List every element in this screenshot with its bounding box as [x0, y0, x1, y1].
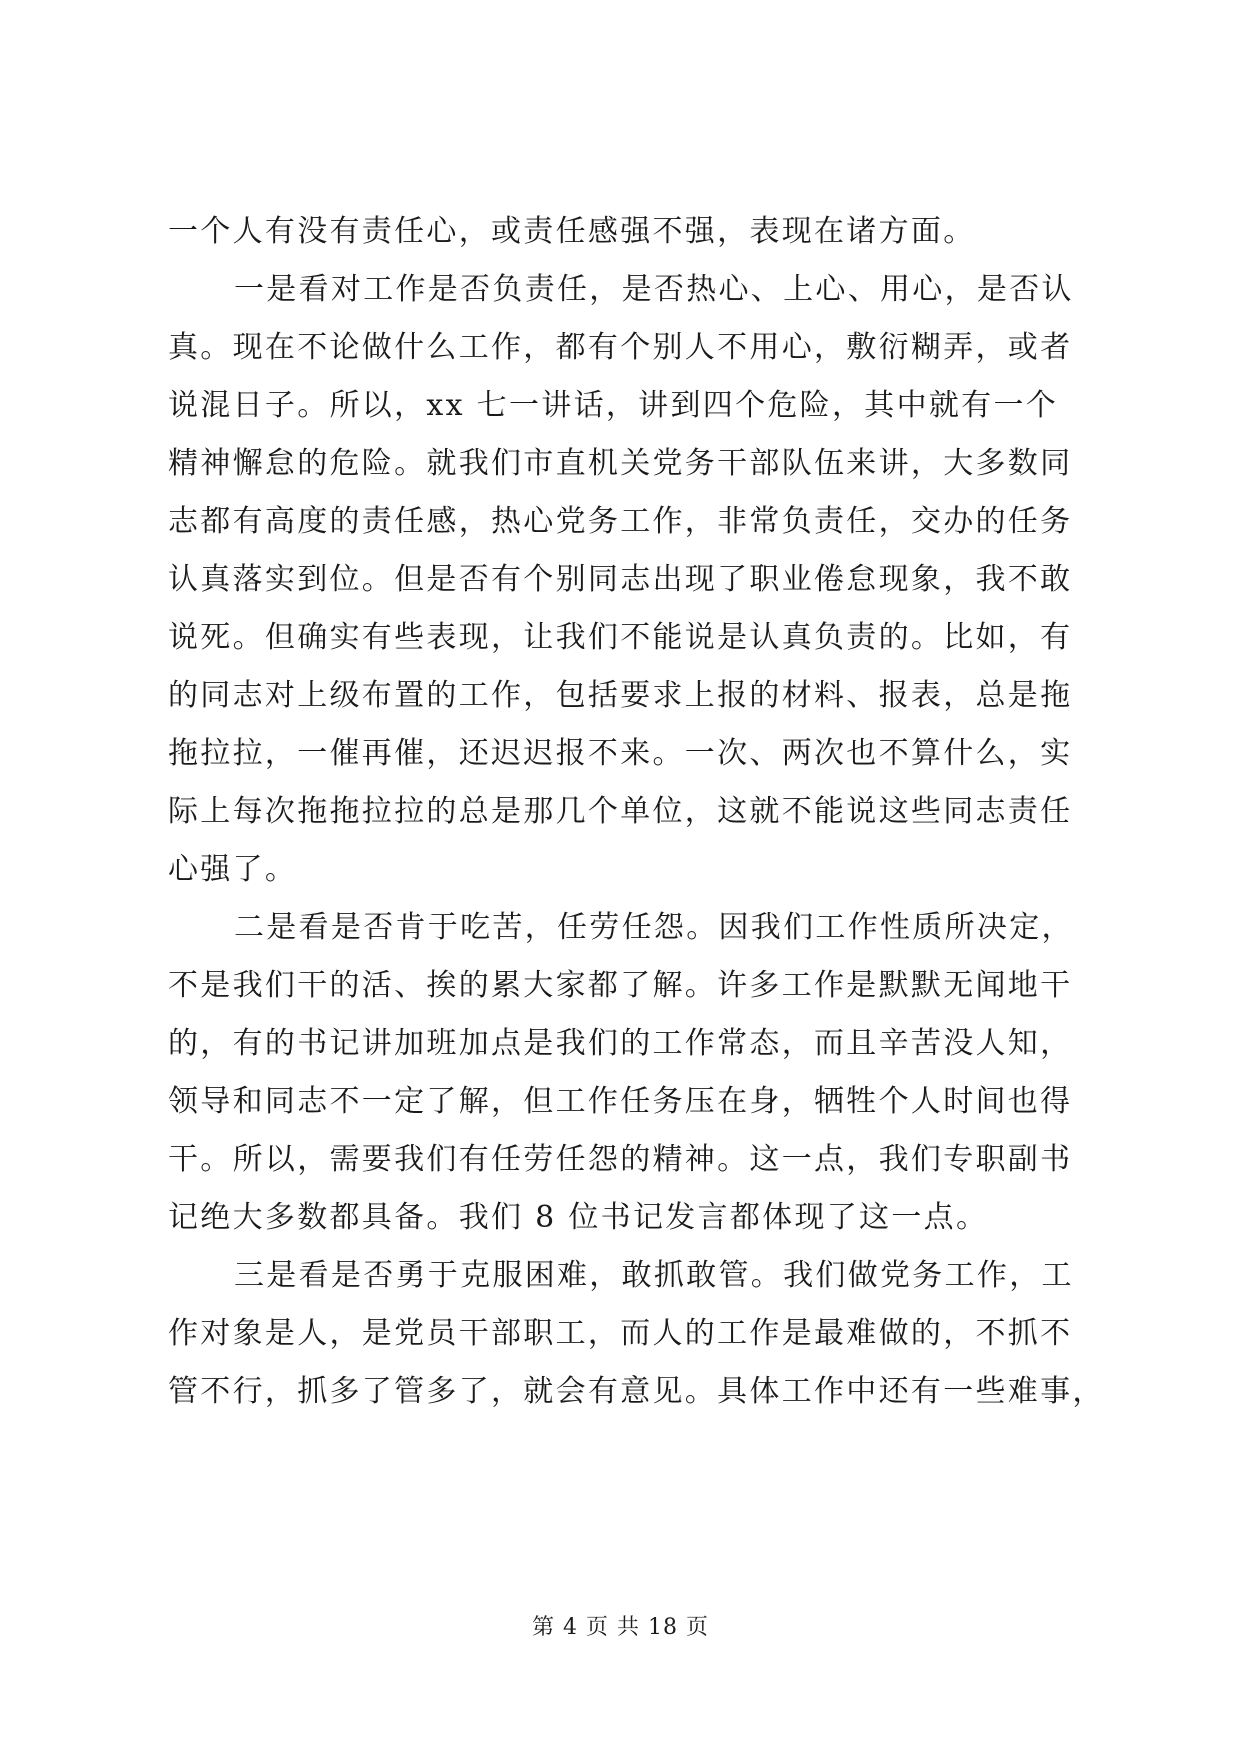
- text-line: 真。现在不论做什么工作，都有个别人不用心，敷衍糊弄，或者: [168, 330, 1073, 365]
- page-footer: [0, 1613, 1241, 1643]
- paragraph-start-line: 一是看对工作是否负责任，是否热心、上心、用心，是否认: [234, 272, 1074, 307]
- page-number: 第 4 页 共 18 页: [532, 1615, 709, 1640]
- text-line: 志都有高度的责任感，热心党务工作，非常负责任，交办的任务: [168, 504, 1073, 539]
- text-line: 干。所以，需要我们有任劳任怨的精神。这一点，我们专职副书: [168, 1142, 1073, 1177]
- paragraph-start-line: 三是看是否勇于克服困难，敢抓敢管。我们做党务工作，工: [234, 1258, 1074, 1293]
- text-line: 说混日子。所以，xx 七一讲话，讲到四个危险，其中就有一个: [168, 388, 1059, 423]
- text-line: 不是我们干的活、挨的累大家都了解。许多工作是默默无闻地干: [168, 968, 1073, 1003]
- text-line: 管不行，抓多了管多了，就会有意见。具体工作中还有一些难事，: [168, 1374, 1105, 1409]
- text-line: 领导和同志不一定了解，但工作任务压在身，牺牲个人时间也得: [168, 1084, 1073, 1119]
- text-line: 精神懈怠的危险。就我们市直机关党务干部队伍来讲，大多数同: [168, 446, 1073, 481]
- paragraph-start-line: 二是看是否肯于吃苦，任劳任怨。因我们工作性质所决定，: [234, 910, 1074, 945]
- text-line: 一个人有没有责任心，或责任感强不强，表现在诸方面。: [168, 214, 976, 249]
- text-line: 拖拉拉，一催再催，还迟迟报不来。一次、两次也不算什么，实: [168, 736, 1073, 771]
- text-line: 心强了。: [168, 852, 298, 887]
- text-line: 认真落实到位。但是否有个别同志出现了职业倦怠现象，我不敢: [168, 562, 1073, 597]
- text-line: 说死。但确实有些表现，让我们不能说是认真负责的。比如，有: [168, 620, 1073, 655]
- text-line: 记绝大多数都具备。我们 8 位书记发言都体现了这一点。: [168, 1200, 989, 1235]
- text-line: 的同志对上级布置的工作，包括要求上报的材料、报表，总是拖: [168, 678, 1073, 713]
- document-body: [168, 203, 1105, 1421]
- text-line: 际上每次拖拖拉拉的总是那几个单位，这就不能说这些同志责任: [168, 794, 1073, 829]
- text-line: 的，有的书记讲加班加点是我们的工作常态，而且辛苦没人知，: [168, 1026, 1073, 1061]
- text-line: 作对象是人，是党员干部职工，而人的工作是最难做的，不抓不: [168, 1316, 1073, 1351]
